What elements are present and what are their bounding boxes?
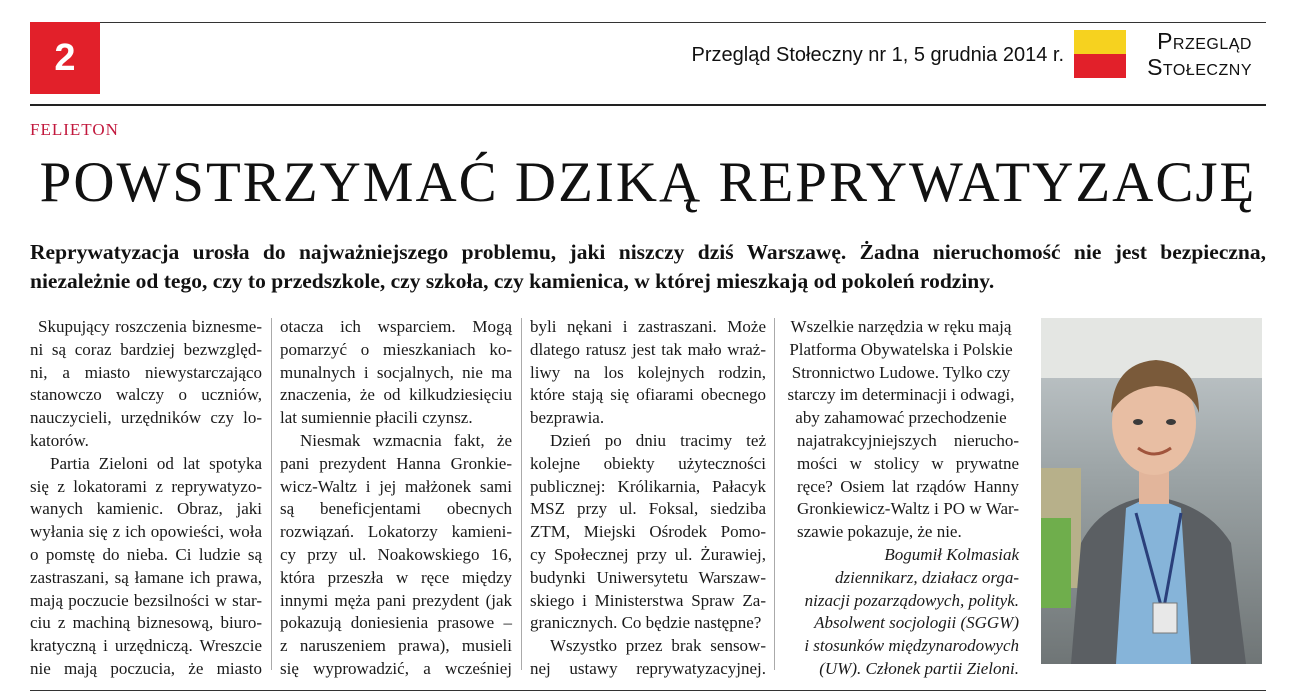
article-column-3 bbox=[530, 316, 766, 681]
text-line: Platforma Obywatelska i Polskie bbox=[789, 339, 1013, 359]
text-line: Stronnictwo Ludowe. Tylko czy bbox=[791, 362, 1011, 382]
author-photo bbox=[1041, 318, 1262, 664]
article-column-1 bbox=[30, 316, 262, 681]
author-bio-line: i stosunków międzynarodowych bbox=[804, 636, 1019, 656]
author-bio-line: dziennikarz, działacz orga- bbox=[834, 567, 1019, 587]
text-line: starczy im determinacji i odwagi, bbox=[787, 385, 1015, 405]
text-line: wyłania się z ich opowieści, woła bbox=[30, 522, 262, 542]
text-line: Niesmak wzmacnia fakt, że bbox=[300, 430, 512, 450]
text-line: Wszelkie narzędzia w ręku mają bbox=[790, 317, 1012, 336]
text-line: innymi męża pani prezydent (jak bbox=[280, 590, 512, 610]
text-line: Dzień po dniu tracimy też bbox=[550, 430, 766, 450]
author-signature bbox=[783, 544, 1019, 681]
author-bio-line: (UW). Członek partii Zieloni. bbox=[819, 658, 1019, 678]
text-line: katorów. bbox=[30, 430, 89, 450]
page-number: 2 bbox=[30, 22, 100, 94]
text-line: rozwiązań. Lokatorzy kamieni- bbox=[280, 522, 512, 542]
text-line: się z lokatorami z reprywatyzo- bbox=[30, 476, 262, 496]
text-line: MSZ przy ul. Foksal, siedziba bbox=[530, 499, 766, 519]
text-line: o pomstę do nieba. Ci ludzie są bbox=[30, 544, 262, 564]
text-line: znaczenia, że od kilkudziesięciu bbox=[280, 385, 512, 405]
text-line: ciu z machiną biznesową, biuro- bbox=[30, 613, 262, 633]
text-line: pani prezydent Hanna Gronkie- bbox=[280, 453, 512, 473]
text-line: mają poczucie bezsilności w star- bbox=[30, 590, 262, 610]
text-line: stanowczo walczy o uczniów, bbox=[30, 385, 262, 405]
text-line: które stają się ofiarami obecnego bbox=[530, 385, 766, 405]
text-line: która przeszła w ręce między bbox=[280, 567, 512, 587]
article-lead: Reprywatyzacja urosła do najważniejszego problemu, jaki niszczy dziś Warszawę. Żadna nieruchomość nie jest bezpieczna, niezależnie od tego, czy to przedszkole, czy szkoła, czy kamienica, w której mieszkają od pokoleń rodziny. bbox=[30, 240, 1266, 293]
logo-red-block bbox=[1074, 54, 1126, 78]
text-line: aby zahamować przechodzenie bbox=[795, 408, 1007, 428]
text-line: Skupujący roszczenia biznesme- bbox=[38, 317, 262, 336]
text-line: najatrakcyjniejszych nierucho- bbox=[797, 430, 1019, 450]
text-line: są beneficjentami obecnych bbox=[280, 499, 512, 519]
text-line: ni, a miasto niewystarczająco bbox=[30, 362, 262, 382]
column-divider bbox=[271, 318, 272, 670]
text-line: budynki Uniwersytetu Warszaw- bbox=[530, 567, 766, 587]
text-line: Partia Zieloni od lat spotyka bbox=[50, 453, 262, 473]
article-column-2 bbox=[280, 316, 512, 681]
text-line: publicznej: Królikarnia, Pałacyk bbox=[530, 476, 766, 496]
text-line: dlatego ratusz jest tak mało wraż- bbox=[530, 339, 766, 359]
text-line: szawie pokazuje, że nie. bbox=[797, 522, 962, 542]
text-line: pomarzyć o mieszkaniach ko- bbox=[280, 339, 512, 359]
text-line: mości w stolicy w prywatne bbox=[797, 453, 1019, 473]
text-line: byli nękani i zastraszani. Może bbox=[530, 317, 766, 336]
article-title: POWSTRZYMAĆ DZIKĄ REPRYWATYZACJĘ bbox=[39, 151, 1257, 214]
section-label: FELIETON bbox=[30, 120, 119, 139]
logo-line-2: Stołeczny bbox=[1147, 54, 1252, 80]
text-line: ZTM, Miejski Ośrodek Pomo- bbox=[530, 522, 766, 542]
text-line: cy Społecznej przy ul. Żurawiej, bbox=[530, 544, 766, 564]
text-line: pokazują doniesienia prasowe – bbox=[280, 613, 512, 633]
text-line: nauczycieli, urzędników czy lo- bbox=[30, 408, 262, 428]
text-line: z naruszeniem prawa), musieli bbox=[280, 636, 512, 656]
text-line: munalnych i socjalnych, nie ma bbox=[280, 362, 512, 382]
text-line: lat sumiennie płacili czynsz. bbox=[280, 408, 473, 428]
text-line: ni są coraz bardziej bezwzględ- bbox=[30, 339, 262, 359]
text-line: liwy na los kolejnych rodzin, bbox=[530, 362, 766, 382]
text-line: ręce? Osiem lat rządów Hanny bbox=[797, 476, 1019, 496]
text-line: zastraszani, są łamane ich prawa, bbox=[30, 567, 262, 587]
logo-yellow-block bbox=[1074, 30, 1126, 54]
author-bio-line: Absolwent socjologii (SGGW) bbox=[814, 613, 1019, 633]
column-divider bbox=[521, 318, 522, 670]
text-line: skiego i Ministerstwa Spraw Za- bbox=[530, 590, 766, 610]
author-bio-line: nizacji pozarządowych, polityk. bbox=[804, 590, 1019, 610]
text-line: cy przy ul. Noakowskiego 16, bbox=[280, 544, 512, 564]
text-line: granicznych. Co będzie następne? bbox=[530, 613, 762, 633]
text-line: się wyprowadzić, a wcześniej bbox=[280, 658, 512, 678]
text-line: bezprawia. bbox=[530, 408, 605, 428]
text-line: kratyczną i urzędniczą. Wreszcie bbox=[30, 636, 262, 656]
column-divider bbox=[774, 318, 775, 670]
text-line: kolejne obiekty użyteczności bbox=[530, 453, 766, 473]
issue-info: Przegląd Stołeczny nr 1, 5 grudnia 2014 r. bbox=[691, 44, 1064, 66]
header-rule bbox=[30, 104, 1266, 106]
text-line: wicz-Waltz i jej małżonek sami bbox=[280, 476, 512, 496]
author-name: Bogumił Kolmasiak bbox=[884, 544, 1019, 564]
publication-logo bbox=[1074, 30, 1254, 80]
bottom-rule bbox=[30, 690, 1266, 691]
text-line: otacza ich wsparciem. Mogą bbox=[280, 317, 512, 336]
text-line: nie mają poczucia, że miasto bbox=[30, 658, 262, 678]
logo-line-1: Przegląd bbox=[1157, 28, 1252, 54]
article-column-4 bbox=[783, 316, 1019, 681]
top-rule bbox=[30, 22, 1266, 23]
text-line: Wszystko przez brak sensow- bbox=[550, 636, 766, 656]
text-line: Gronkiewicz-Waltz i PO w War- bbox=[797, 499, 1019, 519]
text-line: wanych kamienic. Obraz, jaki bbox=[30, 499, 262, 519]
text-line: nej ustawy reprywatyzacyjnej. bbox=[530, 658, 766, 678]
